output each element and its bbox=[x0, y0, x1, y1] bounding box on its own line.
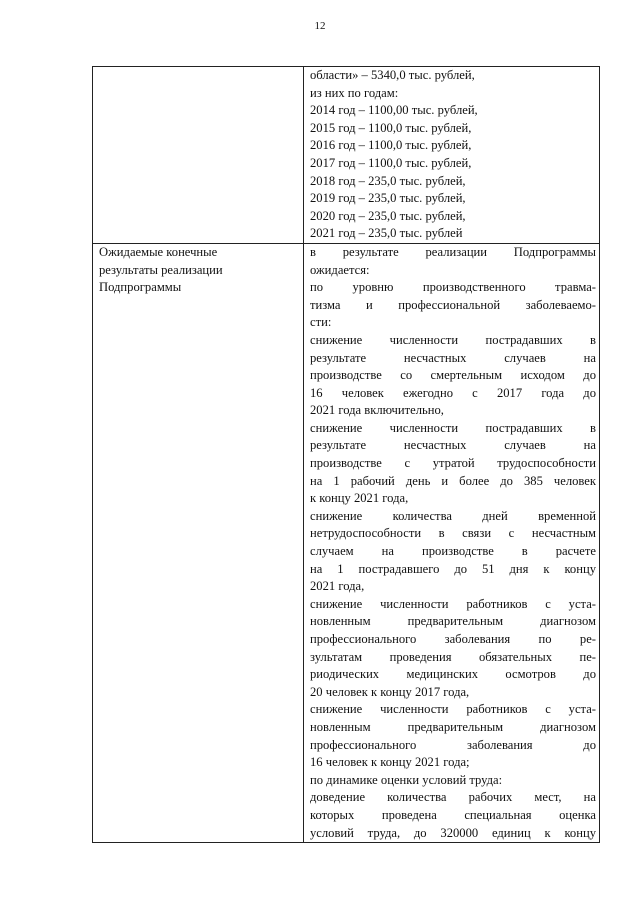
text-line: на 1 рабочий день и более до 385 человек bbox=[310, 473, 596, 488]
text-line: по динамике оценки условий труда: bbox=[310, 772, 503, 787]
page-number: 12 bbox=[314, 20, 326, 32]
text-line: результаты реализации bbox=[99, 262, 223, 277]
text-line: на 1 пострадавшего до 51 дня к концу bbox=[310, 561, 596, 576]
text-line: 2018 год – 235,0 тыс. рублей, bbox=[310, 173, 466, 188]
text-line: снижение численности работников с уста- bbox=[310, 702, 596, 717]
text-line: новленным предварительным диагнозом bbox=[310, 719, 596, 734]
text-line: результате несчастных случаев на bbox=[310, 350, 596, 365]
text-line: доведение количества рабочих мест, на bbox=[310, 790, 596, 805]
text-line: 16 человек к концу 2021 года; bbox=[310, 755, 470, 770]
text-line: условий труда, до 320000 единиц к концу bbox=[310, 825, 596, 840]
text-line: Подпрограммы bbox=[99, 280, 182, 295]
subprogram-table bbox=[92, 66, 600, 843]
text-line: из них по годам: bbox=[310, 85, 399, 100]
table-row-expected-results bbox=[93, 243, 600, 842]
text-line: 2017 год – 1100,0 тыс. рублей, bbox=[310, 155, 472, 170]
expected-results-value-cell bbox=[304, 243, 600, 842]
text-line: 2021 года, bbox=[310, 579, 365, 594]
text-line: области» – 5340,0 тыс. рублей, bbox=[310, 68, 475, 82]
text-line: зультатам проведения обязательных пе- bbox=[310, 649, 596, 664]
text-line: тизма и профессиональной заболеваемо- bbox=[310, 297, 596, 312]
text-line: профессионального заболевания по ре- bbox=[310, 632, 596, 646]
funding-label-cell bbox=[93, 67, 304, 244]
text-line: снижение численности работников с уста- bbox=[310, 596, 596, 611]
text-line: 2019 год – 235,0 тыс. рублей, bbox=[310, 191, 466, 206]
text-line: 2014 год – 1100,00 тыс. рублей, bbox=[310, 103, 478, 118]
text-line: к концу 2021 года, bbox=[310, 491, 409, 506]
text-line: ожидается: bbox=[310, 262, 370, 277]
expected-results-label-cell bbox=[93, 243, 304, 842]
text-line: профессионального заболевания до bbox=[310, 737, 596, 752]
text-line: производстве со смертельным исходом до bbox=[310, 368, 596, 383]
text-line: результате несчастных случаев на bbox=[310, 438, 596, 453]
text-line: 2015 год – 1100,0 тыс. рублей, bbox=[310, 120, 472, 135]
text-line: Ожидаемые конечные bbox=[99, 244, 218, 259]
text-line: по уровню производственного травма- bbox=[310, 280, 596, 295]
text-line: 16 человек ежегодно с 2017 года до bbox=[310, 385, 596, 400]
text-line: нетрудоспособности в связи с несчастным bbox=[310, 526, 596, 541]
text-line: 2021 год – 235,0 тыс. рублей bbox=[310, 226, 463, 241]
text-line: 2016 год – 1100,0 тыс. рублей, bbox=[310, 138, 472, 153]
text-line: снижение численности пострадавших в bbox=[310, 420, 596, 435]
text-line: 2020 год – 235,0 тыс. рублей, bbox=[310, 208, 466, 223]
text-line: сти: bbox=[310, 315, 332, 330]
table-row-funding bbox=[93, 67, 600, 244]
text-line: в результате реализации Подпрограммы bbox=[310, 244, 596, 259]
text-line: риодических медицинских осмотров до bbox=[310, 667, 596, 682]
text-line: снижение численности пострадавших в bbox=[310, 332, 596, 347]
text-line: 20 человек к концу 2017 года, bbox=[310, 684, 470, 699]
text-line: производстве с утратой трудоспособности bbox=[310, 456, 596, 471]
text-line: новленным предварительным диагнозом bbox=[310, 614, 596, 629]
funding-value-cell bbox=[304, 67, 600, 244]
text-line: случаем на производстве в расчете bbox=[310, 544, 596, 559]
text-line: снижение количества дней временной bbox=[310, 508, 596, 523]
text-line: которых проведена специальная оценка bbox=[310, 807, 596, 822]
text-line: 2021 года включительно, bbox=[310, 403, 444, 418]
